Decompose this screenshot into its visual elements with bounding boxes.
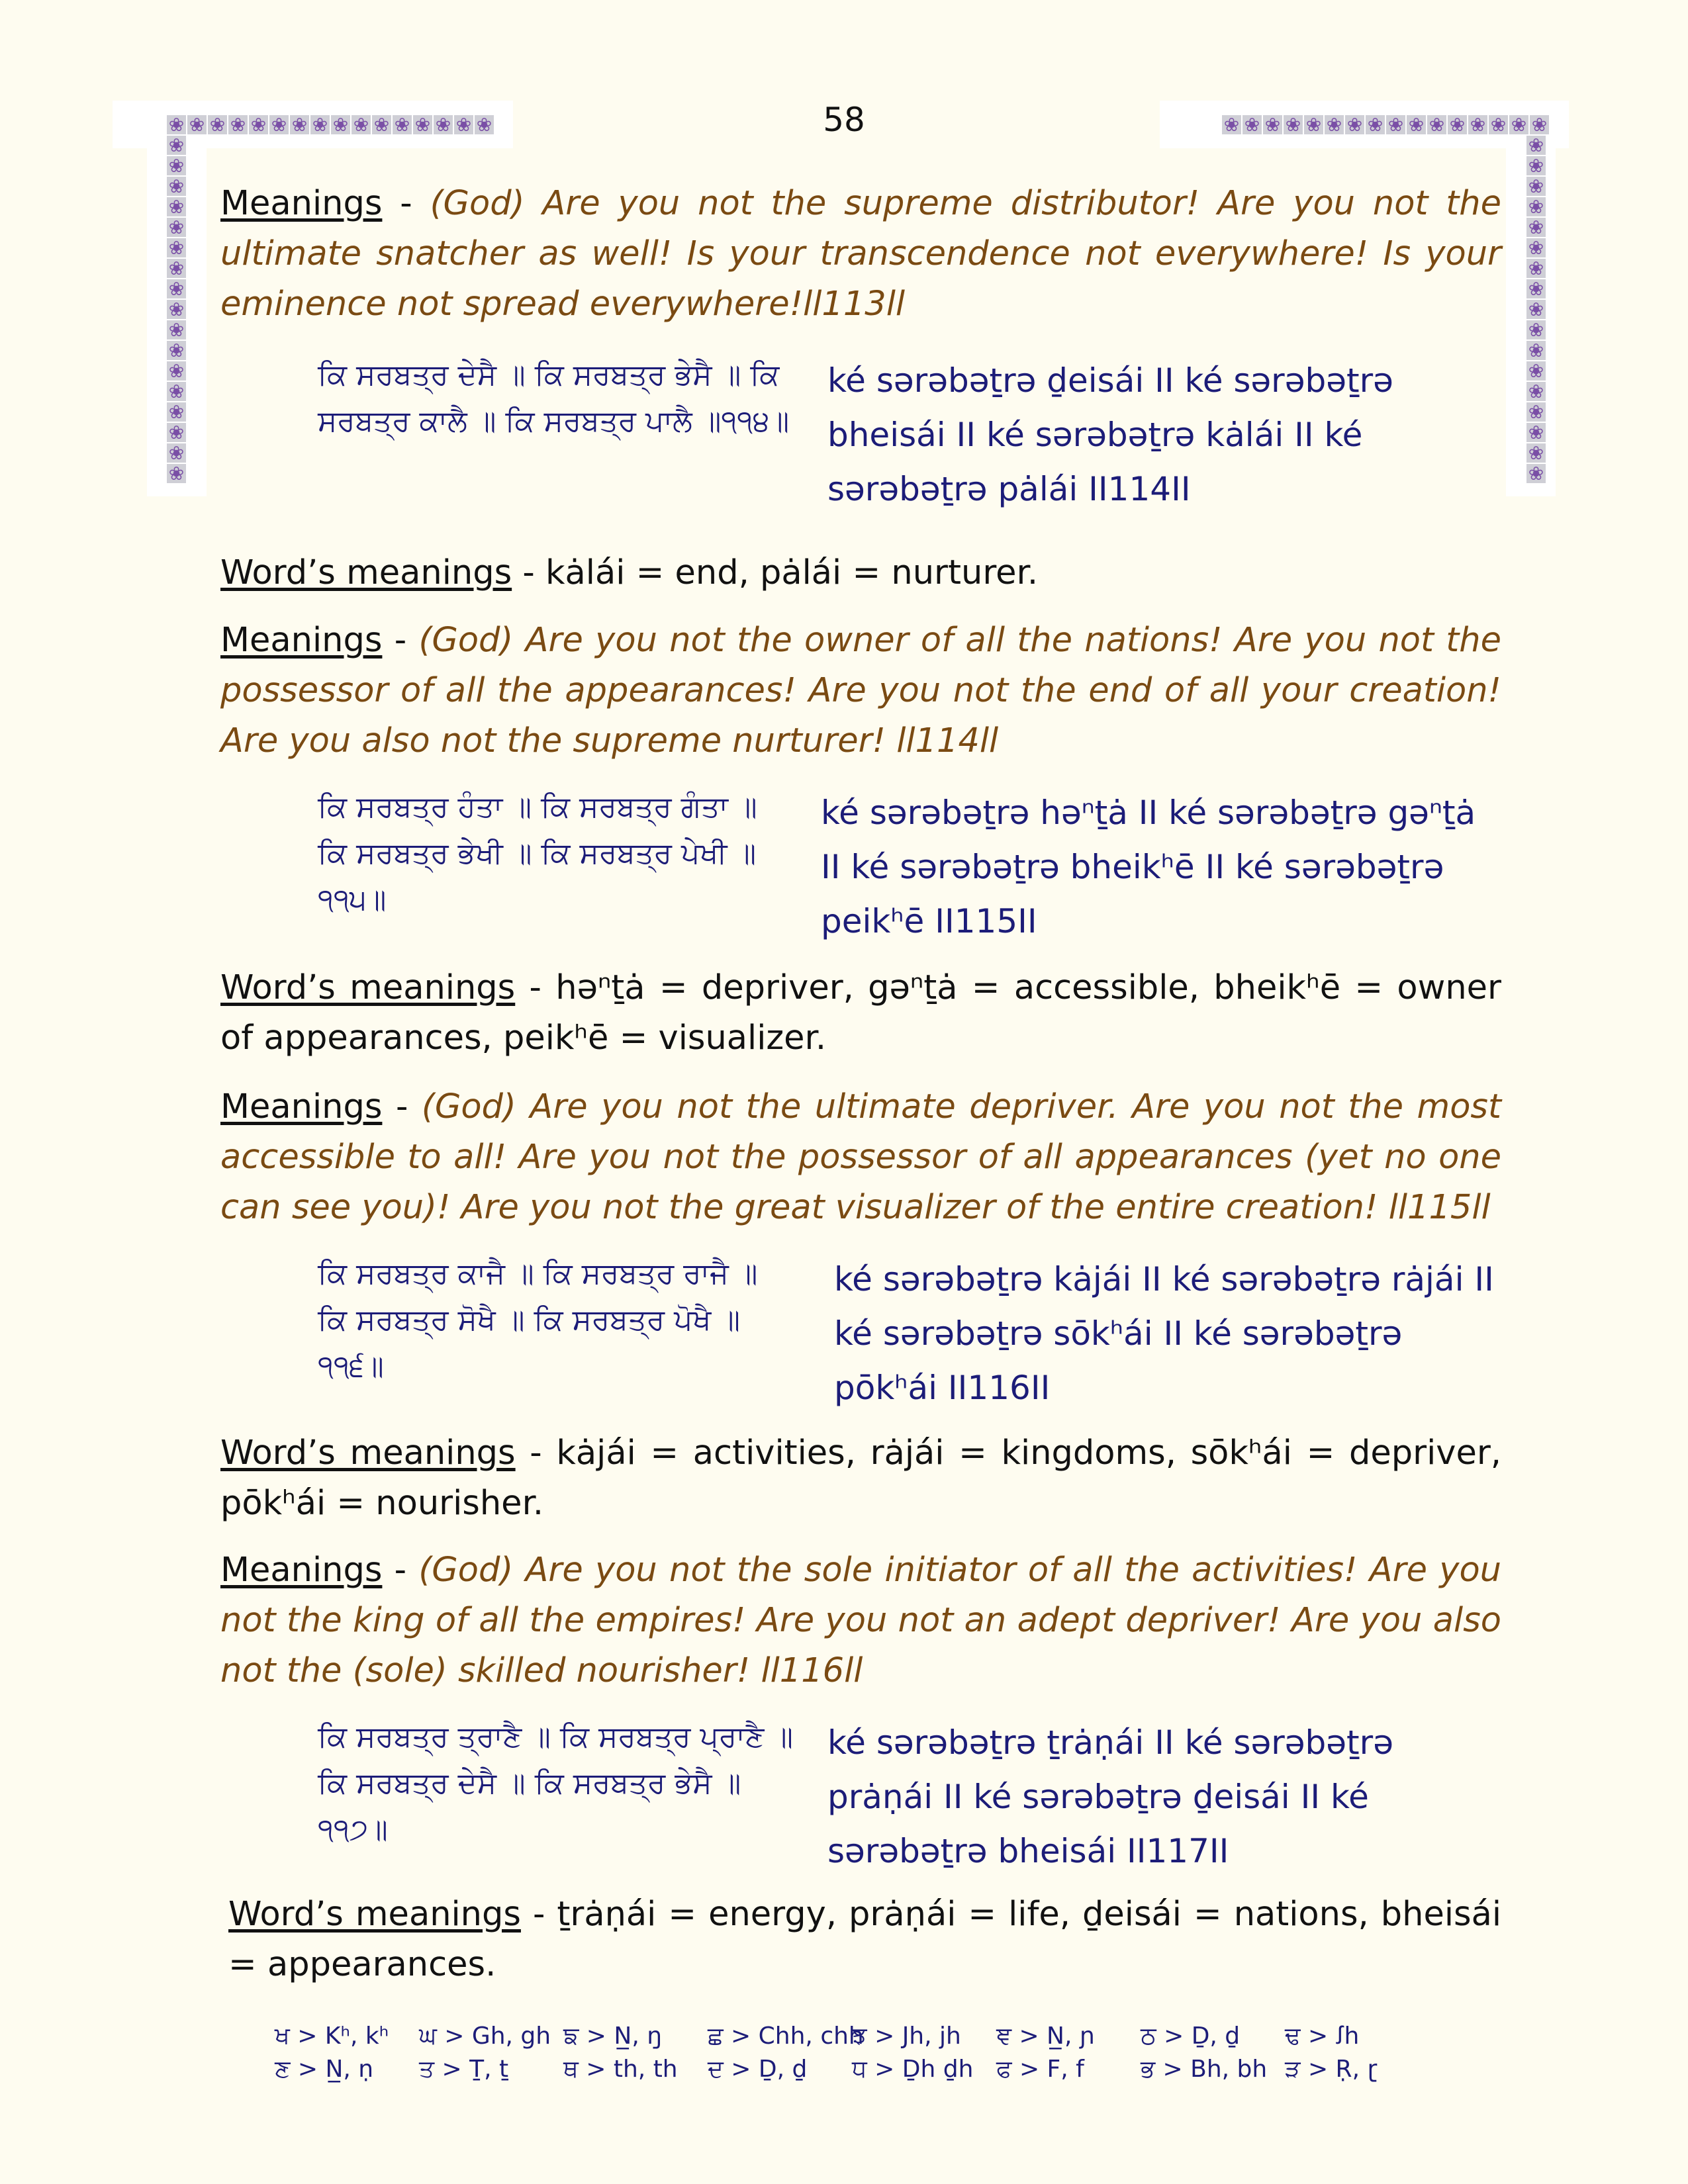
flower-icon: ❀ [352, 115, 371, 134]
meanings-block-116: Meanings - (God) Are you not the sole initiator of all the activities! Are you not the king of all the empires! Are you not an adept depriver! Are you also not the (sole) skilled nourisher! ll116ll [220, 1551, 1501, 1690]
words-label: Word’s meanings [220, 1433, 516, 1473]
verse-number: ll113ll [803, 285, 906, 324]
words-block-116: Word’s meanings - kȧjái = activities, rȧjái = kingdoms, sōkʰái = depriver, pōkʰái = nourisher. [220, 1433, 1502, 1523]
flower-icon: ❀ [269, 115, 289, 134]
gurmukhi-verse: ਕਿ ਸਰਬਤ੍ਰ ਦੇਸੈ ॥ ਕਿ ਸਰਬਤ੍ਰ ਭੇਸੈ ॥ ਕਿ ਸਰਬਤ੍ਰ ਕਾਲੈ ॥ ਕਿ ਸਰਬਤ੍ਰ ਪਾਲੈ ॥੧੧੪॥ [318, 358, 790, 438]
words-text: kȧjái = activities, rȧjái = kingdoms, sōkʰái = depriver, pōkʰái = nourisher. [220, 1433, 1502, 1523]
flower-icon: ❀ [1526, 136, 1546, 155]
page-number: 58 [823, 101, 865, 139]
meanings-text: (God) Are you not the supreme distributor! Are you not the ultimate snatcher as well! Is your transcendence not everywhere! Is your eminence not spread everywhere! [220, 184, 1501, 324]
legend-item: ਙ > N̲, ŋ [563, 2023, 663, 2050]
words-text: kȧlái = end, pȧlái = nurturer. [545, 553, 1039, 592]
meanings-label: Meanings [220, 621, 383, 660]
meanings-text: (God) Are you not the ultimate depriver. Are you not the most accessible to all! Are you not the possessor of all appearances (yet no one can see you)! Are you not the great visualizer of the entire creation! [220, 1087, 1501, 1227]
flower-icon: ❀ [434, 115, 453, 134]
flower-icon: ❀ [208, 115, 227, 134]
frame-left-border [167, 136, 186, 483]
flower-icon: ❀ [1526, 341, 1546, 360]
legend-item: ਖ > Kʰ, kʰ [275, 2023, 389, 2050]
flower-icon: ❀ [167, 320, 186, 340]
flower-icon: ❀ [1526, 218, 1546, 237]
flower-icon: ❀ [1526, 238, 1546, 257]
flower-icon: ❀ [167, 382, 186, 401]
flower-icon: ❀ [167, 156, 186, 175]
flower-icon: ❀ [249, 115, 268, 134]
meanings-text: (God) Are you not the sole initiator of all the activities! Are you not the king of all the empires! Are you not an adept depriver! Are you also not the (sole) skilled nourisher! [220, 1551, 1501, 1690]
legend-item: ਣ > N̲, ṇ [275, 2056, 374, 2083]
flower-icon: ❀ [1526, 320, 1546, 340]
legend-item: ੜ > Ṛ, ɽ [1285, 2056, 1378, 2083]
flower-icon: ❀ [1366, 115, 1385, 134]
words-label: Word’s meanings [228, 1895, 521, 1934]
flower-icon: ❀ [393, 115, 412, 134]
flower-icon: ❀ [167, 259, 186, 278]
legend-item: ਝ > Jh, jh [852, 2023, 961, 2050]
flower-icon: ❀ [1526, 259, 1546, 278]
words-label: Word’s meanings [220, 968, 516, 1007]
flower-icon: ❀ [167, 300, 186, 319]
flower-icon: ❀ [1526, 423, 1546, 442]
words-text: ṯrȧṇái = energy, prȧṇái = life, ḏeisái = nations, bheisái = appearances. [228, 1895, 1501, 1984]
flower-icon: ❀ [167, 197, 186, 216]
flower-icon: ❀ [475, 115, 494, 134]
frame-right-border [1526, 136, 1546, 483]
flower-icon: ❀ [1526, 279, 1546, 298]
flower-icon: ❀ [1243, 115, 1262, 134]
legend-item: ਠ > Ḏ, ḏ [1141, 2023, 1241, 2050]
verse-number: ll115ll [1388, 1188, 1491, 1227]
verse-number: ll114ll [896, 721, 999, 760]
flower-icon: ❀ [1448, 115, 1467, 134]
words-block-114: Word’s meanings - kȧlái = end, pȧlái = nurturer. [220, 553, 1039, 592]
legend-item: ਥ > th, th [563, 2056, 678, 2083]
flower-icon: ❀ [1284, 115, 1303, 134]
flower-icon: ❀ [187, 115, 207, 134]
words-label: Word’s meanings [220, 553, 512, 592]
meanings-label: Meanings [220, 1551, 383, 1590]
flower-icon: ❀ [1222, 115, 1241, 134]
flower-icon: ❀ [1526, 177, 1546, 196]
meanings-label: Meanings [220, 184, 383, 223]
flower-icon: ❀ [1489, 115, 1508, 134]
flower-icon: ❀ [372, 115, 391, 134]
flower-icon: ❀ [1509, 115, 1528, 134]
verse-117 [318, 1714, 1489, 1878]
legend-item: ਢ > ꭍh [1285, 2023, 1360, 2050]
gurmukhi-verse: ਕਿ ਸਰਬਤ੍ਰ ਤ੍ਰਾਣੈ ॥ ਕਿ ਸਰਬਤ੍ਰ ਪ੍ਰਾਣੈ ॥ ਕਿ ਸਰਬਤ੍ਰ ਦੇਸੈ ॥ ਕਿ ਸਰਬਤ੍ਰ ਭੇਸੈ ॥੧੧੭॥ [318, 1720, 794, 1846]
legend-row [275, 2053, 1429, 2086]
meanings-block-113: Meanings - (God) Are you not the supreme distributor! Are you not the ultimate snatcher as well! Is your transcendence not everywhere! Is your eminence not spread everywhere!ll113ll [220, 184, 1501, 324]
transliteration: ké sərəbəṯrə həⁿṯȧ II ké sərəbəṯrə gəⁿṯȧ II ké sərəbəṯrə bheikʰē II ké sərəbəṯrə peikʰē II115II [821, 794, 1476, 940]
legend-item: ਦ > Ḏ, ḏ [708, 2056, 808, 2083]
words-text: həⁿṯȧ = depriver, gəⁿṯȧ = accessible, bheikʰē = owner of appearances, peikʰē = visualizer. [220, 968, 1501, 1058]
verse-114 [318, 352, 1489, 516]
verse-115 [318, 784, 1483, 948]
flower-icon: ❀ [1386, 115, 1405, 134]
flower-icon: ❀ [1526, 464, 1546, 483]
transliteration: ké sərəbəṯrə kȧjái II ké sərəbəṯrə rȧjái II ké sərəbəṯrə sōkʰái II ké sərəbəṯrə pōkʰái II116II [834, 1260, 1494, 1407]
flower-icon: ❀ [167, 464, 186, 483]
flower-icon: ❀ [167, 279, 186, 298]
legend-item: ਤ > Ṯ, ṯ [419, 2056, 509, 2083]
flower-icon: ❀ [1526, 382, 1546, 401]
flower-icon: ❀ [1526, 197, 1546, 216]
flower-icon: ❀ [167, 423, 186, 442]
flower-icon: ❀ [1468, 115, 1487, 134]
legend-item: ਧ > Ḏh ḏh [852, 2056, 974, 2083]
transliteration-legend [275, 2020, 1429, 2086]
flower-icon: ❀ [413, 115, 432, 134]
flower-icon: ❀ [167, 115, 186, 134]
flower-icon: ❀ [1325, 115, 1344, 134]
flower-icon: ❀ [1304, 115, 1323, 134]
words-block-115: Word’s meanings - həⁿṯȧ = depriver, gəⁿṯȧ = accessible, bheikʰē = owner of appearances, peikʰē = visualizer. [220, 968, 1501, 1058]
meanings-label: Meanings [220, 1087, 383, 1126]
flower-icon: ❀ [167, 443, 186, 463]
transliteration: ké sərəbəṯrə ṯrȧṇái II ké sərəbəṯrə prȧṇái II ké sərəbəṯrə ḏeisái II ké sərəbəṯrə bheisái II117II [827, 1723, 1393, 1870]
meanings-text: (God) Are you not the owner of all the nations! Are you not the possessor of all the appearances! Are you not the end of all your creation! Are you also not the supreme nurturer! [220, 621, 1501, 760]
flower-icon: ❀ [1526, 156, 1546, 175]
verse-number: ll116ll [761, 1651, 863, 1690]
gurmukhi-verse: ਕਿ ਸਰਬਤ੍ਰ ਕਾਜੈ ॥ ਕਿ ਸਰਬਤ੍ਰ ਰਾਜੈ ॥ ਕਿ ਸਰਬਤ੍ਰ ਸੋਖੈ ॥ ਕਿ ਸਰਬਤ੍ਰ ਪੋਖੈ ॥੧੧੬॥ [318, 1257, 758, 1383]
flower-icon: ❀ [167, 238, 186, 257]
flower-icon: ❀ [1427, 115, 1446, 134]
legend-row [275, 2020, 1429, 2053]
flower-icon: ❀ [310, 115, 330, 134]
flower-icon: ❀ [167, 361, 186, 381]
flower-icon: ❀ [167, 218, 186, 237]
transliteration: ké sərəbəṯrə ḏeisái II ké sərəbəṯrə bheisái II ké sərəbəṯrə kȧlái II ké sərəbəṯrə pȧlái II114II [827, 361, 1393, 508]
flower-icon: ❀ [290, 115, 309, 134]
words-block-117: Word’s meanings - ṯrȧṇái = energy, prȧṇái = life, ḏeisái = nations, bheisái = appearances. [228, 1895, 1501, 1984]
flower-icon: ❀ [1345, 115, 1364, 134]
flower-icon: ❀ [167, 341, 186, 360]
flower-icon: ❀ [167, 136, 186, 155]
flower-icon: ❀ [331, 115, 350, 134]
legend-item: ਘ > Gh, gh [419, 2023, 551, 2050]
flower-icon: ❀ [167, 177, 186, 196]
flower-icon: ❀ [1526, 361, 1546, 381]
flower-icon: ❀ [167, 402, 186, 422]
flower-icon: ❀ [1263, 115, 1282, 134]
flower-icon: ❀ [1407, 115, 1426, 134]
meanings-block-114: Meanings - (God) Are you not the owner of all the nations! Are you not the possessor of all the appearances! Are you not the end of all your creation! Are you also not the supreme nurturer! ll114ll [220, 621, 1501, 760]
meanings-block-115: Meanings - (God) Are you not the ultimate depriver. Are you not the most accessible to all! Are you not the possessor of all appearances (yet no one can see you)! Are you not the great visualizer of the entire creation! ll115ll [220, 1087, 1501, 1227]
flower-icon: ❀ [1530, 115, 1549, 134]
flower-icon: ❀ [1526, 300, 1546, 319]
legend-item: ਛ > Chh, chh [708, 2023, 864, 2050]
flower-icon: ❀ [228, 115, 248, 134]
verse-116 [318, 1251, 1496, 1415]
legend-item: ਞ > N̲, ɲ [996, 2023, 1096, 2050]
legend-item: ਭ > Bh, bh [1141, 2056, 1268, 2083]
gurmukhi-verse: ਕਿ ਸਰਬਤ੍ਰ ਹੰਤਾ ॥ ਕਿ ਸਰਬਤ੍ਰ ਗੰਤਾ ॥ ਕਿ ਸਰਬਤ੍ਰ ਭੇਖੀ ॥ ਕਿ ਸਰਬਤ੍ਰ ਪੇਖੀ ॥੧੧੫॥ [318, 790, 757, 917]
flower-icon: ❀ [1526, 402, 1546, 422]
legend-item: ਫ > F, f [996, 2056, 1084, 2083]
flower-icon: ❀ [1526, 443, 1546, 463]
flower-icon: ❀ [454, 115, 473, 134]
